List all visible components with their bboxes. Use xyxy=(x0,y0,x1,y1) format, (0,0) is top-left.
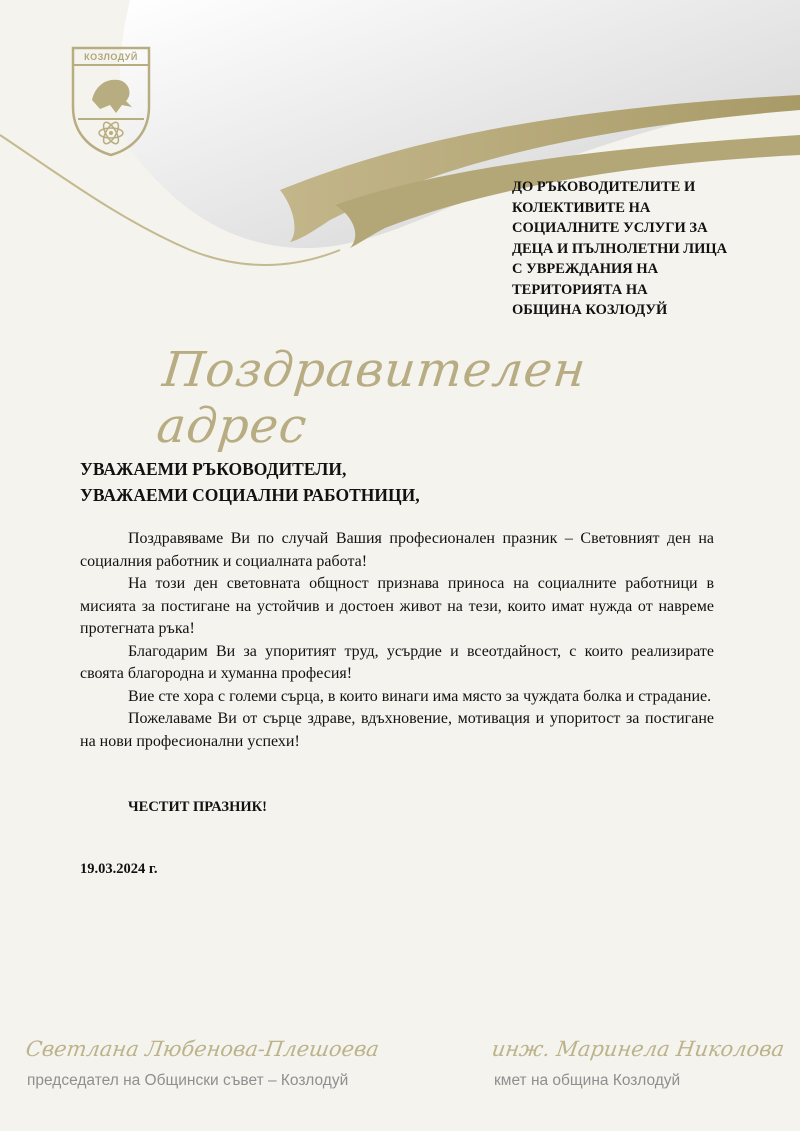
salutation-line-1: УВАЖАЕМИ РЪКОВОДИТЕЛИ, xyxy=(80,459,347,479)
salutation-line-2: УВАЖАЕМИ СОЦИАЛНИ РАБОТНИЦИ, xyxy=(80,485,420,505)
letter-body xyxy=(80,528,714,753)
recipient-block: ДО РЪКОВОДИТЕЛИТЕ И КОЛЕКТИВИТЕ НА СОЦИАЛНИТЕ УСЛУГИ ЗА ДЕЦА И ПЪЛНОЛЕТНИ ЛИЦА С УВРЕЖДАНИЯ НА ТЕРИТОРИЯТА НА ОБЩИНА КОЗЛОДУЙ xyxy=(512,179,728,318)
paragraph: На този ден световната общност признава приноса на социалните работници в мисията за постигане на устойчив и достоен живот на тези, които имат нужда от навреме протегната ръка! xyxy=(80,575,714,637)
closing-greeting: ЧЕСТИТ ПРАЗНИК! xyxy=(128,799,267,815)
coat-of-arms xyxy=(70,45,152,157)
signature-right-role: кмет на община Козлодуй xyxy=(494,1072,681,1089)
salutation xyxy=(80,456,420,508)
signature-left-role: председател на Общински съвет – Козлодуй xyxy=(27,1072,349,1089)
paragraph: Пожелаваме Ви от сърце здраве, вдъхновение, мотивация и упоритост за постигане на нови професионални успехи! xyxy=(80,710,714,750)
letter-date: 19.03.2024 г. xyxy=(80,861,158,877)
paragraph: Поздравяваме Ви по случай Вашия професионален празник – Световният ден на социалния работник и социалната работа! xyxy=(80,530,714,570)
paragraph: Благодарим Ви за упоритият труд, усърдие и всеотдайност, с които реализирате своята благородна и хуманна професия! xyxy=(80,642,714,682)
document-title: Поздравителен адрес xyxy=(154,342,589,454)
signature-right-name: инж. Маринела Николова xyxy=(490,1037,786,1061)
signature-left-name: Светлана Любенова-Плешоева xyxy=(24,1037,381,1061)
crest-label: КОЗЛОДУЙ xyxy=(84,52,138,62)
paragraph: Вие сте хора с големи сърца, в които винаги има място за чуждата болка и страдание. xyxy=(128,687,712,705)
